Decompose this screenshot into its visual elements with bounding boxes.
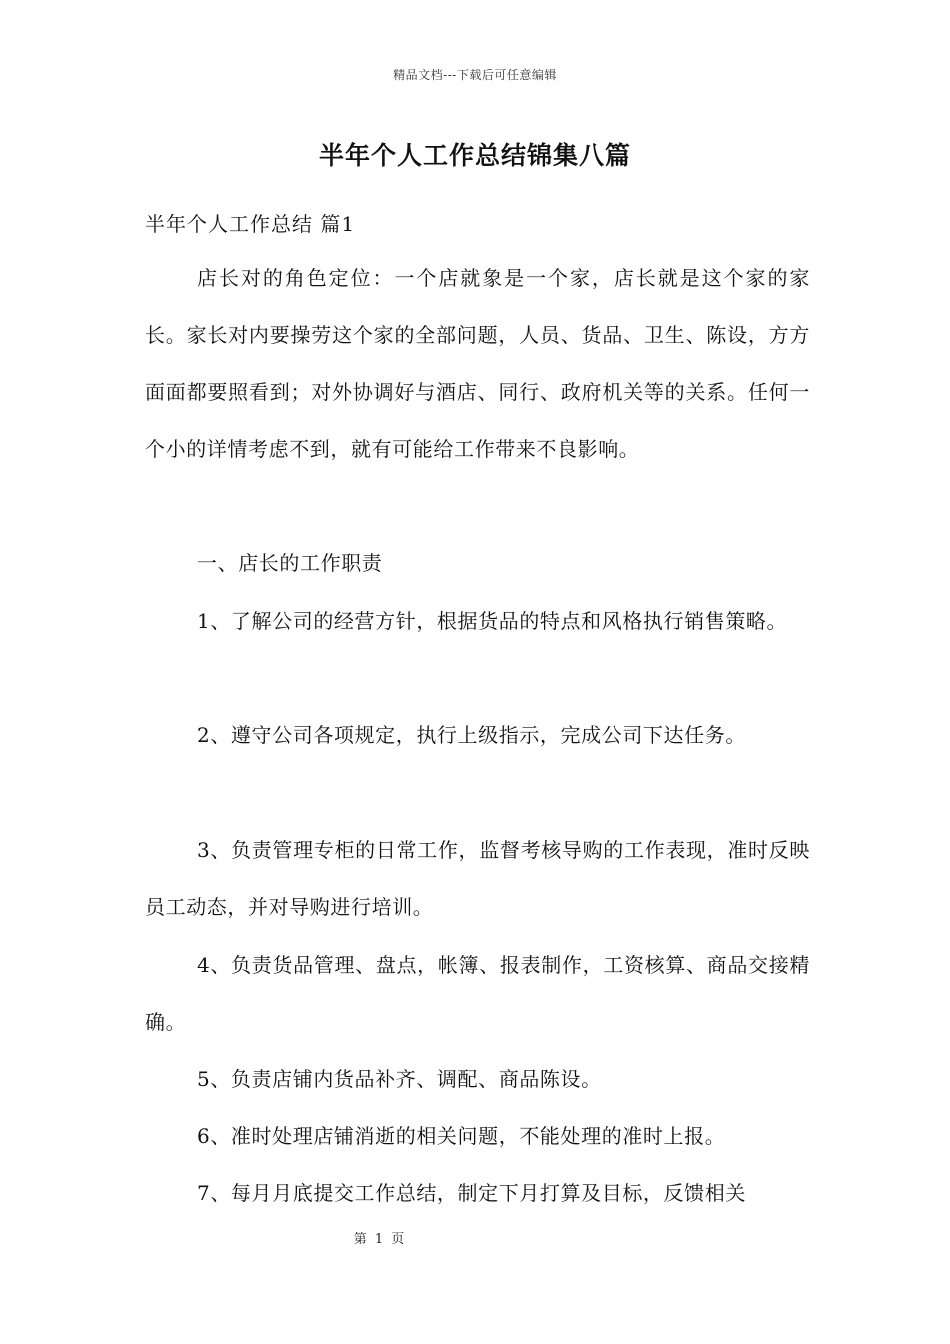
list-item-7-text: 7、每月月底提交工作总结，制定下月打算及目标，反馈相关 bbox=[197, 1181, 746, 1205]
list-item-1-text: 1、了解公司的经营方针，根据货品的特点和风格执行销售策略。 bbox=[197, 609, 788, 633]
document-title: 半年个人工作总结锦集八篇 bbox=[318, 141, 631, 170]
list-item bbox=[145, 822, 810, 936]
list-item bbox=[145, 707, 810, 764]
list-item bbox=[145, 1165, 810, 1222]
section-heading: 半年个人工作总结 篇1 bbox=[145, 212, 356, 236]
list-item-4-text: 4、负责货品管理、盘点，帐簿、报表制作，工资核算、商品交接精确。 bbox=[145, 953, 810, 1034]
list-item bbox=[145, 1051, 810, 1108]
list-item bbox=[145, 937, 810, 1051]
list-item bbox=[145, 1108, 810, 1165]
paragraph-intro bbox=[145, 250, 810, 478]
header-note: 精品文档---下载后可任意编辑 bbox=[393, 68, 557, 82]
paragraph-intro-text: 店长对的角色定位：一个店就象是一个家，店长就是这个家的家长。家长对内要操劳这个家的全部问题，人员、货品、卫生、陈设，方方面面都要照看到；对外协调好与酒店、同行、政府机关等的关系。任何一个小的详情考虑不到，就有可能给工作带来不良影响。 bbox=[145, 266, 810, 461]
page-number: 第 1 页 bbox=[353, 1232, 407, 1247]
duties-heading bbox=[145, 535, 810, 592]
list-item-5-text: 5、负责店铺内货品补齐、调配、商品陈设。 bbox=[197, 1067, 602, 1091]
list-item-6-text: 6、准时处理店铺消逝的相关问题，不能处理的准时上报。 bbox=[197, 1124, 726, 1148]
list-item-3-text: 3、负责管理专柜的日常工作，监督考核导购的工作表现，准时反映员工动态，并对导购进行培训。 bbox=[145, 838, 810, 919]
list-item-2-text: 2、遵守公司各项规定，执行上级指示，完成公司下达任务。 bbox=[197, 723, 746, 747]
list-item bbox=[145, 593, 810, 650]
duties-heading-text: 一、店长的工作职责 bbox=[197, 551, 383, 575]
